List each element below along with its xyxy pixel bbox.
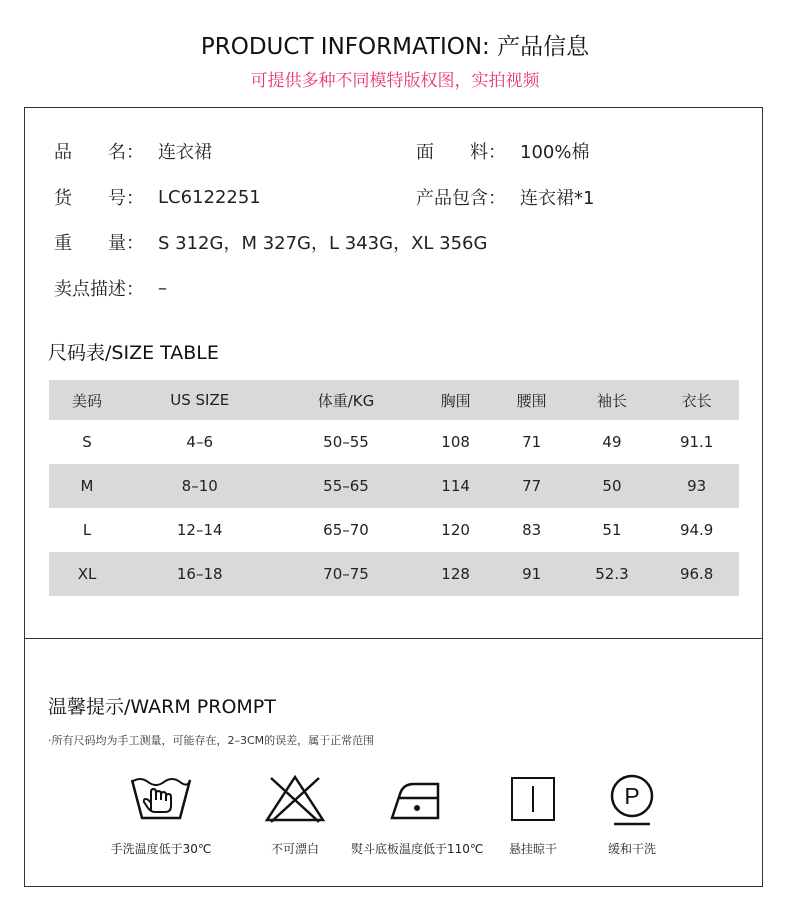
size-table-title: 尺码表/SIZE TABLE: [48, 342, 219, 364]
table-cell: 114: [418, 464, 494, 508]
size-table-header: 袖长: [570, 380, 655, 420]
size-table-header: 腰围: [494, 380, 570, 420]
table-cell: 93: [654, 464, 739, 508]
table-cell: 65–70: [323, 521, 369, 539]
size-table-header: 衣长: [654, 380, 739, 420]
table-cell: 83: [522, 521, 542, 539]
table-cell: M: [49, 464, 125, 508]
size-table-header: 美码: [49, 380, 125, 420]
info-fabric-value: 100%棉: [520, 142, 590, 163]
no-bleach-icon: [263, 772, 327, 824]
section-divider: [24, 638, 763, 639]
page-title: PRODUCT INFORMATION: 产品信息: [200, 34, 590, 60]
info-fabric-row: [416, 138, 589, 164]
table-cell: 52.3: [570, 552, 655, 596]
table-cell: 94.9: [679, 521, 714, 539]
table-cell: 8–10: [125, 464, 274, 508]
info-code-row: [54, 184, 261, 210]
size-table-header: 体重/KG: [274, 380, 417, 420]
table-cell: 50: [570, 464, 655, 508]
care-item-iron: [351, 772, 484, 857]
table-cell: 16–18: [125, 552, 274, 596]
dry-clean-icon: [600, 772, 664, 828]
size-table-header: US SIZE: [125, 380, 274, 420]
table-cell: 49: [602, 433, 622, 451]
info-name-row: [54, 138, 212, 164]
info-fabric-label: 面 料：: [416, 142, 506, 163]
size-table-header: 胸围: [418, 380, 494, 420]
hand-wash-icon: [129, 772, 193, 824]
care-label-hang-dry: 悬挂晾干: [508, 842, 557, 856]
svg-text:P: P: [624, 783, 640, 809]
table-cell: S: [82, 433, 92, 451]
care-label-no-bleach: 不可漂白: [270, 842, 319, 856]
table-row: [49, 552, 739, 596]
table-cell: XL: [49, 552, 125, 596]
info-selling-row: [54, 275, 167, 301]
table-cell: 71: [522, 433, 542, 451]
size-table: [49, 380, 739, 596]
care-item-no-bleach: [230, 772, 360, 857]
info-name-value: 连衣裙: [158, 142, 212, 163]
page-subtitle: 可提供多种不同模特版权图，实拍视频: [250, 71, 540, 91]
info-weight-row: [54, 229, 487, 255]
care-label-hand-wash: 手洗温度低于30℃: [110, 842, 212, 856]
table-row: [49, 508, 739, 552]
table-cell: 96.8: [654, 552, 739, 596]
table-cell: 77: [494, 464, 570, 508]
info-weight-value: S 312G，M 327G，L 343G，XL 356G: [158, 233, 488, 254]
info-code-value: LC6122251: [158, 186, 261, 208]
care-item-dry-clean: [567, 772, 697, 857]
iron-icon: [384, 772, 448, 824]
table-cell: 12–14: [176, 521, 223, 539]
info-includes-label: 产品包含：: [416, 188, 506, 209]
info-name-label: 品 名：: [54, 142, 144, 163]
measurement-note: ·所有尺码均为手工测量，可能存在，2–3CM的误差，属于正常范围: [48, 734, 375, 747]
table-cell: 4–6: [186, 433, 214, 451]
warm-prompt-title: 温馨提示/WARM PROMPT: [48, 696, 276, 718]
info-includes-row: [416, 184, 594, 210]
table-cell: 50–55: [323, 433, 369, 451]
info-selling-label: 卖点描述：: [54, 279, 144, 300]
table-row: [49, 420, 739, 464]
table-cell: 128: [418, 552, 494, 596]
table-cell: L: [82, 521, 92, 539]
table-cell: 70–75: [274, 552, 417, 596]
info-weight-label: 重 量：: [54, 233, 144, 254]
care-label-dry-clean: 缓和干洗: [607, 842, 656, 856]
table-cell: 108: [441, 433, 470, 451]
table-cell: 55–65: [274, 464, 417, 508]
care-label-iron: 熨斗底板温度低于110℃: [351, 842, 484, 856]
info-code-label: 货 号：: [54, 188, 144, 209]
table-cell: 120: [441, 521, 470, 539]
table-row: [49, 464, 739, 508]
info-includes-value: 连衣裙*1: [520, 188, 595, 209]
hang-dry-icon: [501, 772, 565, 824]
info-selling-value: –: [158, 277, 167, 299]
table-cell: 91: [494, 552, 570, 596]
size-table-header-row: [49, 380, 739, 420]
table-cell: 91.1: [679, 433, 714, 451]
table-cell: 51: [602, 521, 622, 539]
care-item-hand-wash: [96, 772, 226, 857]
